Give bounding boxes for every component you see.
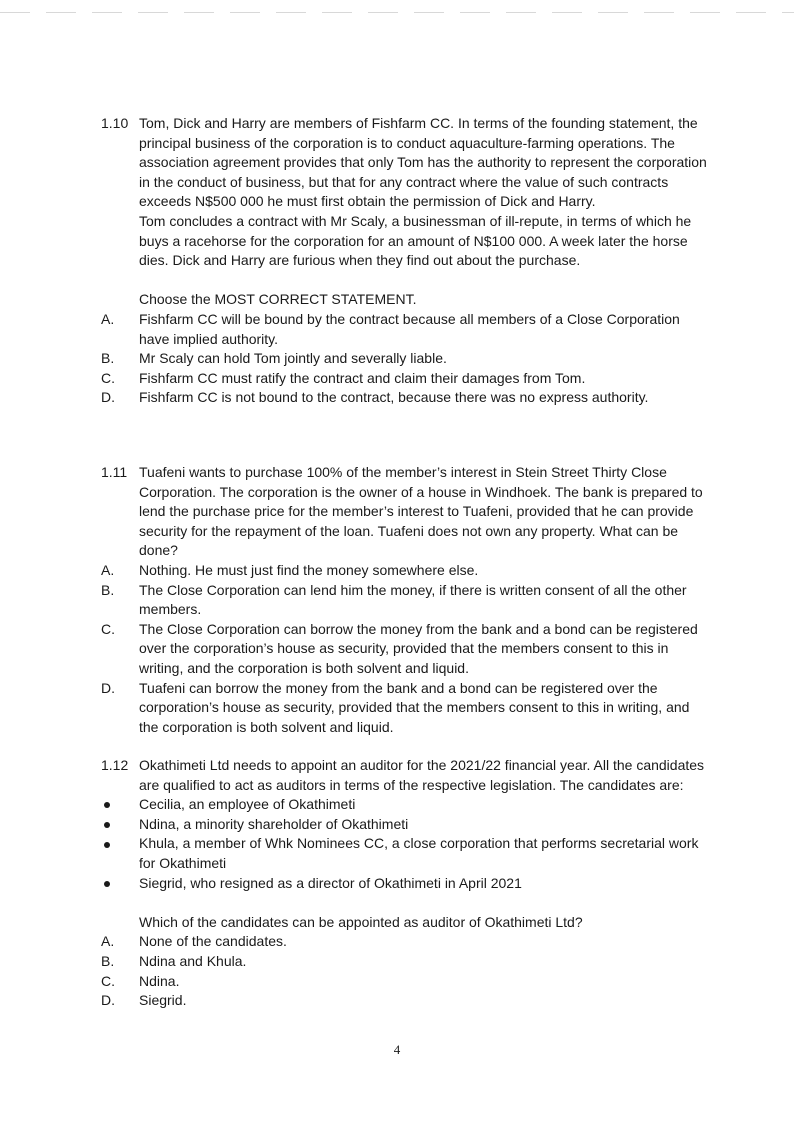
question-body	[139, 463, 707, 561]
option-text: Fishfarm CC is not bound to the contract, because there was no express authority.	[139, 389, 649, 406]
option-text: Fishfarm CC must ratify the contract and claim their damages from Tom.	[139, 369, 586, 386]
scan-top-edge	[0, 12, 794, 13]
question-number: 1.10	[101, 115, 129, 131]
option-text: The Close Corporation can borrow the money from the bank and a bond can be registered over the corporation’s house as security, provided that the members consent to this in writing, and the corporation is both solvent and liquid.	[139, 620, 698, 676]
answer-options	[101, 310, 707, 408]
option-letter: D.	[101, 679, 115, 696]
question-text: Tuafeni wants to purchase 100% of the member’s interest in Stein Street Thirty Close Corporation. The corporation is the owner of a house in Windhoek. The bank is prepared to lend the purchase price for the member’s interest to Tuafeni, provided that he can provide security for the repayment of the loan. Tuafeni does not own any property. What can be done?	[139, 464, 703, 559]
scenario-paragraph: Tom concludes a contract with Mr Scaly, a businessman of ill-repute, in terms of which he buys a racehorse for the corporation for an amount of N$100 000. A week later the horse dies. Dick and Harry are furious when they find out about the purchase.	[139, 212, 692, 269]
question-body	[139, 756, 707, 795]
bullet-icon	[104, 822, 110, 828]
answer-options	[101, 932, 707, 1010]
option-letter: A.	[101, 310, 115, 327]
option-text: Ndina and Khula.	[139, 952, 247, 969]
candidate-item	[101, 834, 707, 873]
answer-option-c	[101, 369, 707, 389]
answer-options	[101, 561, 707, 737]
option-text: Nothing. He must just find the money somewhere else.	[139, 561, 479, 578]
option-letter: D.	[101, 992, 115, 1009]
question-prompt: Which of the candidates can be appointed as auditor of Okathimeti Ltd?	[139, 913, 583, 930]
answer-option-b	[101, 349, 707, 369]
answer-option-a	[101, 561, 707, 581]
answer-option-d	[101, 388, 707, 408]
question-1-12	[101, 756, 707, 1011]
bullet-icon	[104, 881, 110, 887]
question-number: 1.12	[101, 757, 129, 773]
option-letter: B.	[101, 952, 115, 969]
candidate-list	[101, 795, 707, 893]
option-text: None of the candidates.	[139, 933, 287, 950]
option-text: Fishfarm CC will be bound by the contract because all members of a Close Corporation have implied authority.	[139, 310, 680, 347]
answer-option-c	[101, 620, 707, 679]
question-prompt: Choose the MOST CORRECT STATEMENT.	[139, 291, 417, 308]
option-letter: C.	[101, 620, 115, 637]
page-number: 4	[393, 1042, 401, 1057]
answer-option-d	[101, 679, 707, 738]
answer-option-a	[101, 310, 707, 349]
answer-option-a	[101, 932, 707, 952]
answer-option-b	[101, 581, 707, 620]
option-text: The Close Corporation can lend him the money, if there is written consent of all the other members.	[139, 581, 687, 618]
answer-option-b	[101, 952, 707, 972]
candidate-text: Cecilia, an employee of Okathimeti	[139, 796, 356, 813]
answer-option-d	[101, 991, 707, 1011]
question-1-11	[101, 463, 707, 737]
option-text: Ndina.	[139, 972, 180, 989]
option-letter: B.	[101, 350, 115, 367]
scenario-paragraph: Tom, Dick and Harry are members of Fishfarm CC. In terms of the founding statement, the principal business of the corporation is to conduct aquaculture-farming operations. The association agreement provides that only Tom has the authority to represent the corporation in the conduct of business, but that for any contract where the value of such contracts exceeds N$500 000 he must first obtain the permission of Dick and Harry.	[139, 115, 707, 210]
candidate-text: Ndina, a minority shareholder of Okathimeti	[139, 815, 409, 832]
bullet-icon	[104, 802, 110, 808]
option-letter: A.	[101, 933, 115, 950]
option-letter: C.	[101, 369, 115, 386]
option-text: Siegrid.	[139, 992, 187, 1009]
question-body	[139, 114, 707, 310]
candidate-text: Khula, a member of Whk Nominees CC, a close corporation that performs secretarial work for Okathimeti	[139, 835, 699, 871]
candidate-item	[101, 795, 707, 815]
question-number: 1.11	[101, 464, 128, 480]
option-text: Tuafeni can borrow the money from the bank and a bond can be registered over the corporation’s house as security, provided that the members consent to this in writing, and the corporation is both solvent and liquid.	[139, 679, 690, 735]
question-text: Okathimeti Ltd needs to appoint an auditor for the 2021/22 financial year. All the candidates are qualified to act as auditors in terms of the respective legislation. The candidates are:	[139, 757, 705, 793]
option-letter: C.	[101, 972, 115, 989]
option-letter: B.	[101, 581, 115, 598]
option-text: Mr Scaly can hold Tom jointly and severally liable.	[139, 350, 447, 367]
option-letter: A.	[101, 561, 115, 578]
candidate-item	[101, 874, 707, 894]
candidate-item	[101, 815, 707, 835]
candidate-text: Siegrid, who resigned as a director of Okathimeti in April 2021	[139, 874, 522, 891]
option-letter: D.	[101, 389, 115, 406]
bullet-icon	[104, 842, 110, 848]
answer-option-c	[101, 972, 707, 992]
question-1-10	[101, 114, 707, 408]
